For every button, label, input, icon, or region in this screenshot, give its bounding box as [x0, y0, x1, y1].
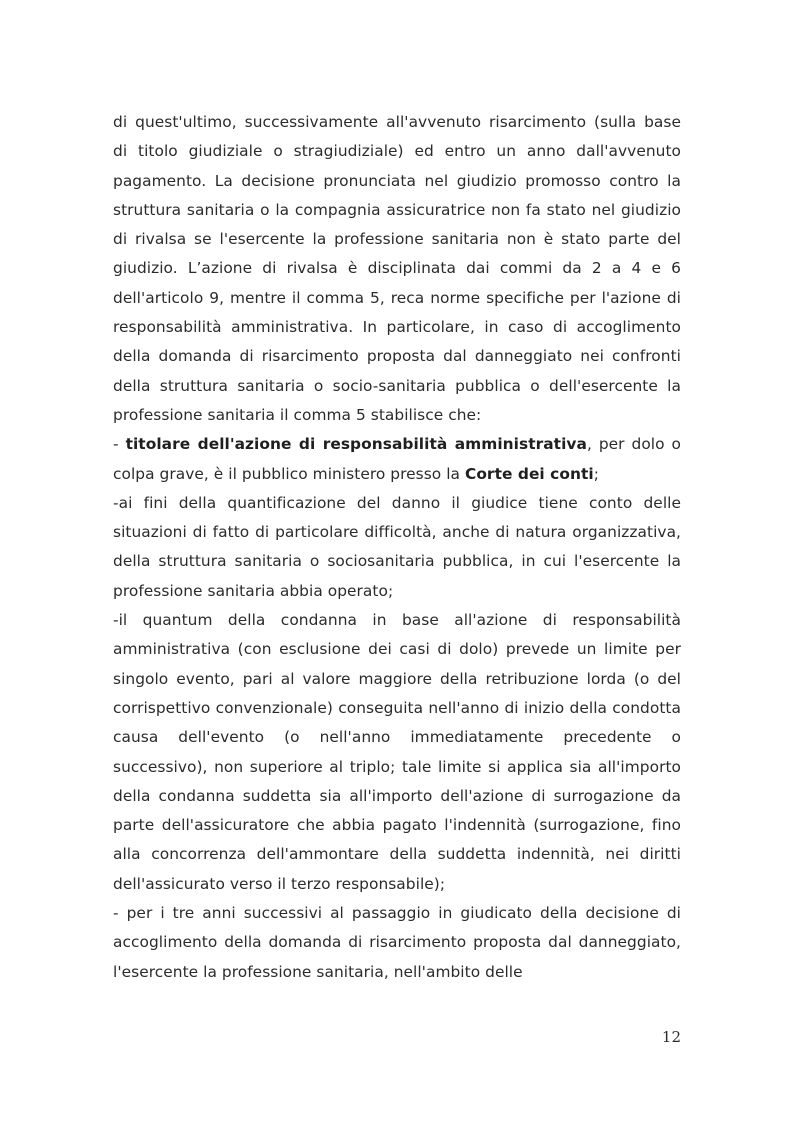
bullet-prefix: -	[113, 435, 126, 454]
bold-corte-dei-conti: Corte dei conti	[464, 464, 594, 483]
paragraph-tre-anni: - per i tre anni successivi al passaggio in giudicato della decisione di accoglimento della domanda di risarcimento proposta dal danneggiato, l'esercente la professione sanitaria, nell'ambito delle	[113, 904, 681, 981]
paragraph-quantum-condanna: -il quantum della condanna in base all'azione di responsabilità amministrativa (con esclusione dei casi di dolo) prevede un limite per singolo evento, pari al valore maggiore della retribuzione lorda (o del corrispettivo convenzionale) conseguita nell'anno di inizio della condotta causa dell'evento (o nell'anno immediatamente precedente o successivo), non superiore al triplo; tale limite si applica sia all'importo della condanna suddetta sia all'importo dell'azione di surrogazione da parte dell'assicuratore che abbia pagato l'indennità (surrogazione, fino alla concorrenza dell'ammontare della suddetta indennità, nei diritti dell'assicurato verso il terzo responsabile);	[113, 611, 681, 893]
paragraph-rivalsa-intro: di quest'ultimo, successivamente all'avvenuto risarcimento (sulla base di titolo giudiziale o stragiudiziale) ed entro un anno dall'avvenuto pagamento. La decisione pronunciata nel giudizio promosso contro la struttura sanitaria o la compagnia assicuratrice non fa stato nel giudizio di rivalsa se l'esercente la professione sanitaria non è stato parte del giudizio. L’azione di rivalsa è disciplinata dai commi da 2 a 4 e 6 dell'articolo 9, mentre il comma 5, reca norme specifiche per l'azione di responsabilità amministrativa. In particolare, in caso di accoglimento della domanda di risarcimento proposta dal danneggiato nei confronti della struttura sanitaria o socio-sanitaria pubblica o dell'esercente la professione sanitaria il comma 5 stabilisce che:	[113, 113, 681, 424]
body-text	[113, 108, 681, 987]
paragraph-titolare-suffix: ;	[593, 464, 599, 483]
page-number: 12	[661, 1028, 681, 1046]
paragraph-titolare-middle: , per dolo o colpa grave, è il pubblico ministero presso la	[113, 435, 682, 483]
bold-titolare-azione: titolare dell'azione di responsabilità amministrativa	[125, 435, 587, 454]
paragraph-titolare-azione	[113, 430, 681, 489]
paragraph-quantificazione-danno: -ai fini della quantificazione del danno il giudice tiene conto delle situazioni di fatto di particolare difficoltà, anche di natura organizzativa, della struttura sanitaria o sociosanitaria pubblica, in cui l'esercente la professione sanitaria abbia operato;	[113, 493, 681, 600]
